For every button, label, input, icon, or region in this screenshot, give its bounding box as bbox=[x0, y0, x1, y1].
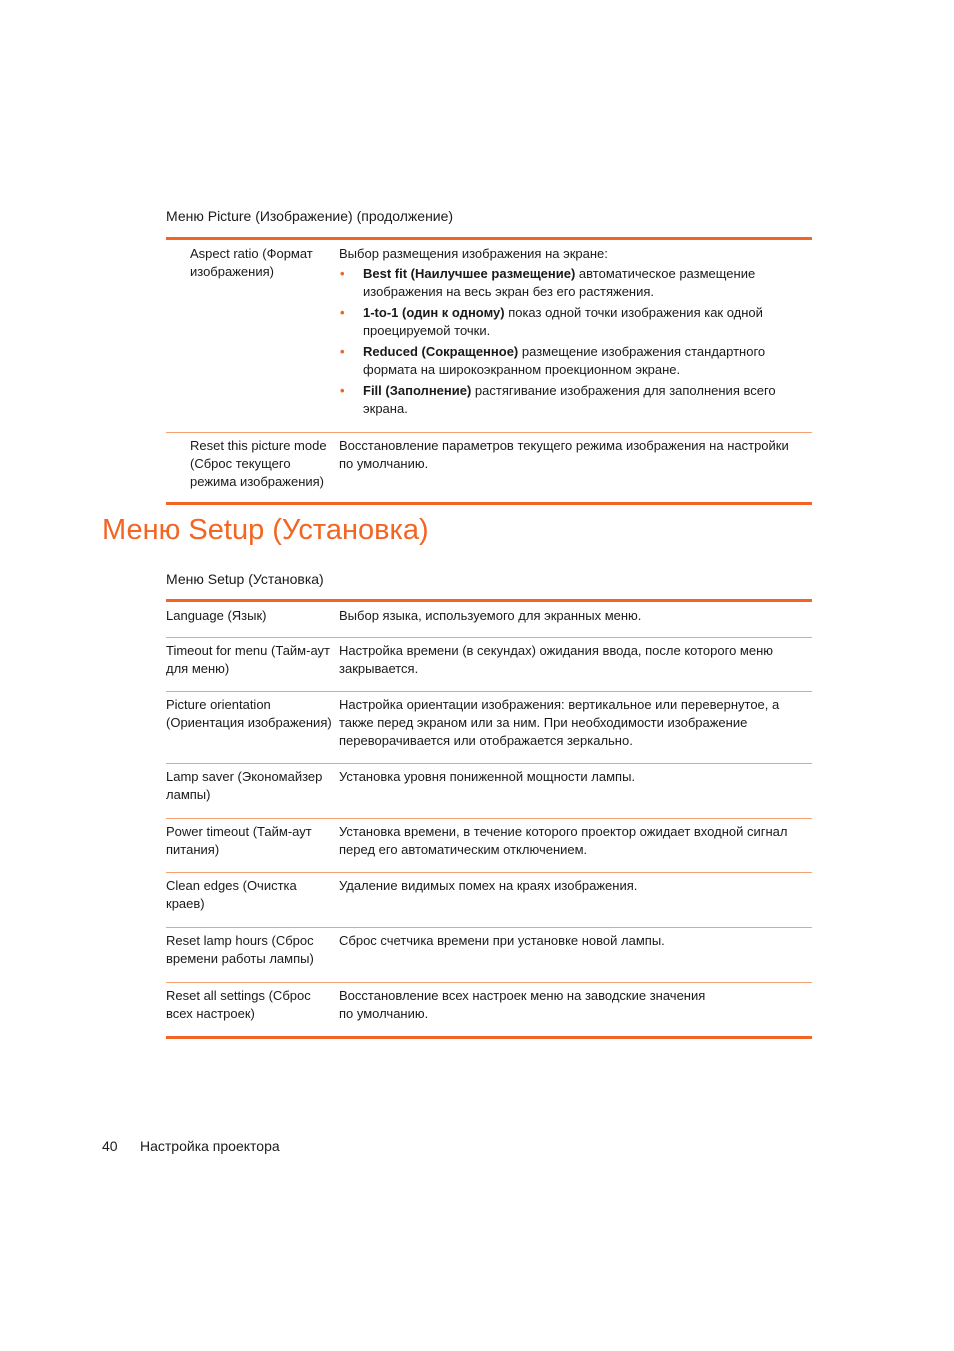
row-label: Reset lamp hours (Сброс времени работы лампы) bbox=[166, 933, 314, 966]
row-label: Lamp saver (Экономайзер лампы) bbox=[166, 769, 323, 802]
option-term: Reduced (Сокращенное) bbox=[363, 344, 519, 359]
row-description: Выбор языка, используемого для экранных меню. bbox=[339, 608, 642, 623]
table-bottom-rule bbox=[166, 502, 812, 505]
table-row bbox=[166, 764, 812, 819]
row-label: Reset all settings (Сброс всех настроек) bbox=[166, 988, 311, 1021]
row-description: Установка времени, в течение которого проектор ожидает входной сигнал перед его автоматическим отключением. bbox=[339, 824, 788, 857]
table-row bbox=[166, 819, 812, 873]
table-row bbox=[166, 983, 812, 1036]
table-row bbox=[166, 638, 812, 692]
list-item bbox=[339, 304, 804, 340]
option-term: Fill (Заполнение) bbox=[363, 383, 472, 398]
footer-title: Настройка проектора bbox=[140, 1138, 280, 1154]
option-text: растягивание изображения для заполнения всего экрана. bbox=[363, 383, 776, 416]
table-row bbox=[166, 928, 812, 983]
bullet-icon: • bbox=[340, 383, 345, 398]
row-description bbox=[339, 240, 812, 432]
table-row bbox=[166, 692, 812, 764]
row-description: Настройка ориентации изображения: вертикальное или перевернутое, а также перед экраном или за ним. При необходимости изображение переворачивается или отображается зеркально. bbox=[339, 697, 780, 748]
table-row bbox=[166, 602, 812, 638]
table-bottom-rule bbox=[166, 1036, 812, 1039]
aspect-options-list bbox=[339, 265, 804, 418]
option-term: Best fit (Наилучшее размещение) bbox=[363, 266, 576, 281]
table-row bbox=[166, 873, 812, 928]
list-item bbox=[339, 382, 804, 418]
row-label: Clean edges (Очистка краев) bbox=[166, 878, 297, 911]
page-number: 40 bbox=[102, 1138, 118, 1154]
row-description: Сброс счетчика времени при установке новой лампы. bbox=[339, 933, 665, 948]
setup-table-caption: Меню Setup (Установка) bbox=[166, 571, 324, 587]
row-label: Timeout for menu (Тайм-аут для меню) bbox=[166, 643, 330, 676]
option-text: размещение изображения стандартного формата на широкоэкранном проекционном экране. bbox=[363, 344, 766, 377]
bullet-icon: • bbox=[340, 344, 345, 359]
bullet-icon: • bbox=[340, 266, 345, 281]
row-description: Удаление видимых помех на краях изображения. bbox=[339, 878, 638, 893]
row-label: Language (Язык) bbox=[166, 608, 267, 623]
picture-table-caption: Меню Picture (Изображение) (продолжение) bbox=[166, 208, 454, 224]
section-title: Меню Setup (Установка) bbox=[102, 514, 429, 546]
bullet-icon: • bbox=[340, 305, 345, 320]
option-text: автоматическое размещение изображения на весь экран без его растяжения. bbox=[363, 266, 756, 299]
table-row bbox=[166, 240, 812, 433]
picture-table bbox=[166, 237, 812, 505]
list-item bbox=[339, 343, 804, 379]
row-description: Восстановление параметров текущего режима изображения на настройки по умолчанию. bbox=[339, 438, 789, 471]
row-description: Настройка времени (в секундах) ожидания ввода, после которого меню закрывается. bbox=[339, 643, 774, 676]
row-description: Восстановление всех настроек меню на заводские значения по умолчанию. bbox=[339, 988, 706, 1021]
list-item bbox=[339, 265, 804, 301]
row-label: Aspect ratio (Формат изображения) bbox=[190, 246, 313, 279]
row-label: Power timeout (Тайм-аут питания) bbox=[166, 824, 312, 857]
row-label: Reset this picture mode (Сброс текущего режима изображения) bbox=[190, 438, 327, 489]
setup-table bbox=[166, 599, 812, 1039]
option-text: показ одной точки изображения как одной проецируемой точки. bbox=[363, 305, 763, 338]
option-term: 1-to-1 (один к одному) bbox=[363, 305, 505, 320]
row-description: Установка уровня пониженной мощности лампы. bbox=[339, 769, 636, 784]
table-row bbox=[166, 433, 812, 502]
aspect-intro: Выбор размещения изображения на экране: bbox=[339, 246, 608, 261]
row-label: Picture orientation (Ориентация изображения) bbox=[166, 697, 332, 730]
